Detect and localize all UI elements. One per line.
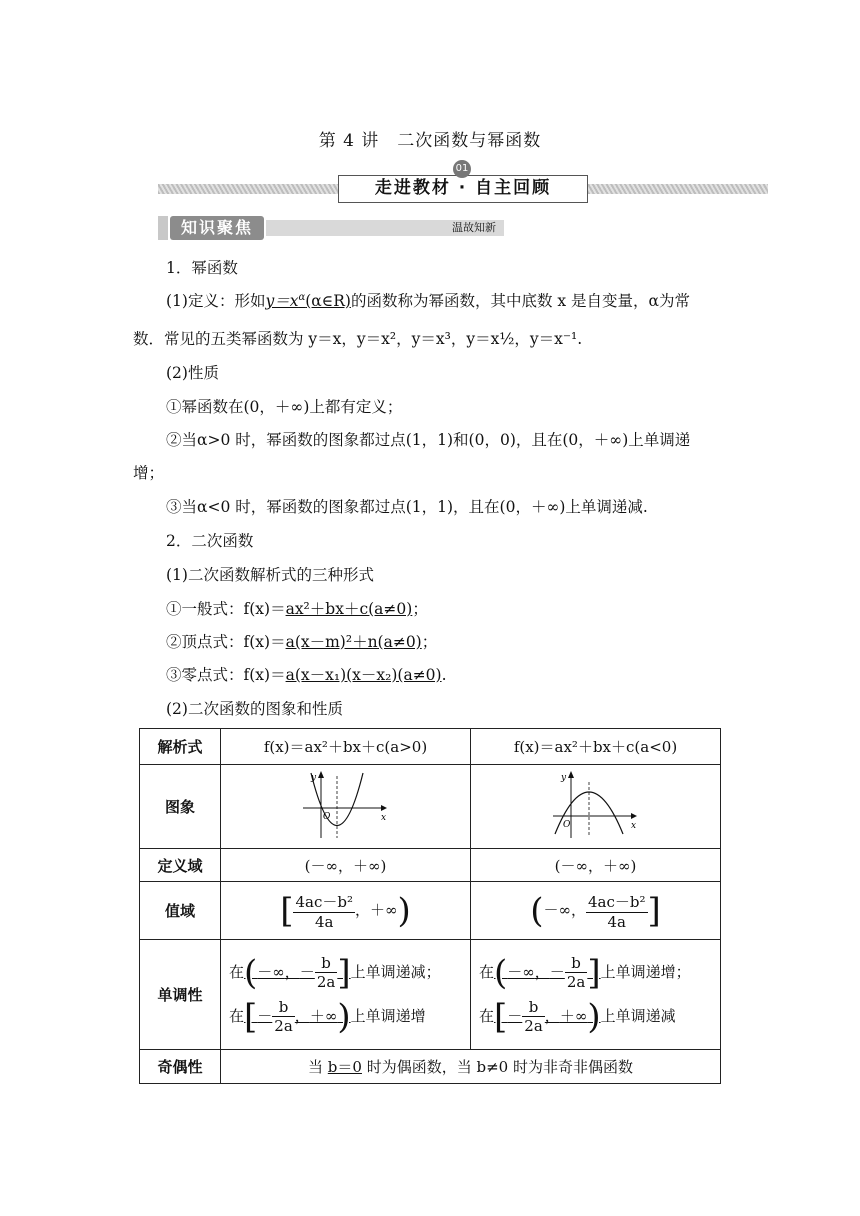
table-row: [140, 1050, 721, 1084]
graph-pos: [221, 765, 471, 849]
form-general: ①一般式：f(x)＝ax²＋bx＋c(a≠0)；: [166, 600, 428, 618]
parabola-up-graph: [301, 768, 391, 842]
range-fraction: $\frac{\text{4ac－b²}}{4a}$: [588, 892, 646, 931]
row-label: 单调性: [140, 940, 221, 1050]
parity-cell: 当 b＝0 时为偶函数，当 b≠0 时为非奇非偶函数: [221, 1050, 721, 1084]
def-prefix: (1)定义：形如: [166, 292, 266, 310]
banner-stripe-right: [588, 184, 768, 194]
domain-neg: (－∞，＋∞): [471, 849, 721, 882]
banner-label: 走进教材 · 自主回顾: [338, 175, 588, 203]
def-suffix: 的函数称为幂函数，其中底数 x 是自变量，α为常: [350, 292, 691, 310]
axis-x-label: x: [380, 812, 386, 823]
row-label: 解析式: [140, 729, 221, 765]
mono-pos: 在(－∞，－ $\frac{b}{2a}$ ]上单调递减； 在[－ $\frac{b}{2a}$ ，＋∞)上单调递增: [221, 940, 471, 1050]
axis-y-label: y: [560, 772, 566, 783]
property-table: [139, 728, 721, 1084]
heading-quadratic: 2．二次函数: [166, 532, 254, 550]
property-3: ③当α<0 时，幂函数的图象都过点(1，1)，且在(0，＋∞)上单调递减.: [166, 498, 648, 516]
axis-x-label: x: [630, 820, 636, 831]
property-heading: (2)性质: [166, 364, 219, 382]
row-label: 值域: [140, 882, 221, 940]
banner-number: 01: [453, 160, 471, 178]
form-vertex: ②顶点式：f(x)＝a(x－m)²＋n(a≠0)；: [166, 633, 438, 651]
table-row: [140, 849, 721, 882]
property-2: ②当α>0 时，幂函数的图象都过点(1，1)和(0，0)，且在(0，＋∞)上单调递: [166, 431, 691, 449]
header-neg: f(x)＝ax²＋bx＋c(a<0): [471, 729, 721, 765]
property-2-cont: 增；: [133, 464, 165, 482]
domain-pos: (－∞，＋∞): [221, 849, 471, 882]
row-label: 图象: [140, 765, 221, 849]
table-row: [140, 882, 721, 940]
table-row: [140, 765, 721, 849]
parabola-down-graph: [551, 768, 641, 842]
section-tab: 知识聚焦: [170, 216, 264, 240]
chapter-banner: [158, 163, 768, 203]
table-row: [140, 940, 721, 1050]
mono-neg: 在(－∞，－ $\frac{b}{2a}$ ]上单调递增； 在[－ $\frac{b}{2a}$ ，＋∞)上单调递减: [471, 940, 721, 1050]
forms-heading: (1)二次函数解析式的三种形式: [166, 566, 374, 584]
banner-stripe-left: [158, 184, 338, 194]
range-fraction: $\frac{\text{4ac－b²}}{4a}$: [295, 892, 353, 931]
origin-label: O: [322, 811, 330, 822]
origin-label: O: [562, 819, 570, 830]
page-title: 第 4 讲 二次函数与幂函数: [318, 131, 542, 151]
row-label: 定义域: [140, 849, 221, 882]
property-1: ①幂函数在(0，＋∞)上都有定义；: [166, 398, 403, 416]
table-row: [140, 729, 721, 765]
header-pos: f(x)＝ax²＋bx＋c(a>0): [221, 729, 471, 765]
definition-line-2: 数．常见的五类幂函数为 y＝x，y＝x²，y＝x³，y＝x½，y＝x⁻¹.: [133, 330, 583, 348]
section-bar: [158, 216, 504, 240]
range-neg: (－∞， $\frac{\text{4ac－b²}}{4a}$ ]: [471, 882, 721, 940]
section-bar-lead: [158, 216, 168, 240]
graph-neg: [471, 765, 721, 849]
heading-power: 1．幂函数: [166, 259, 238, 277]
graph-heading: (2)二次函数的图象和性质: [166, 700, 343, 718]
section-note: 温故知新: [266, 220, 504, 236]
def-formula: $y=x^\alpha(\alpha\in R)$: [265, 292, 351, 310]
row-label: 奇偶性: [140, 1050, 221, 1084]
form-zero: ③零点式：f(x)＝a(x－x₁)(x－x₂)(a≠0).: [166, 666, 447, 684]
definition-line: [166, 289, 690, 311]
range-pos: [ $\frac{\text{4ac－b²}}{4a}$ ，＋∞): [221, 882, 471, 940]
axis-y-label: y: [310, 772, 316, 783]
